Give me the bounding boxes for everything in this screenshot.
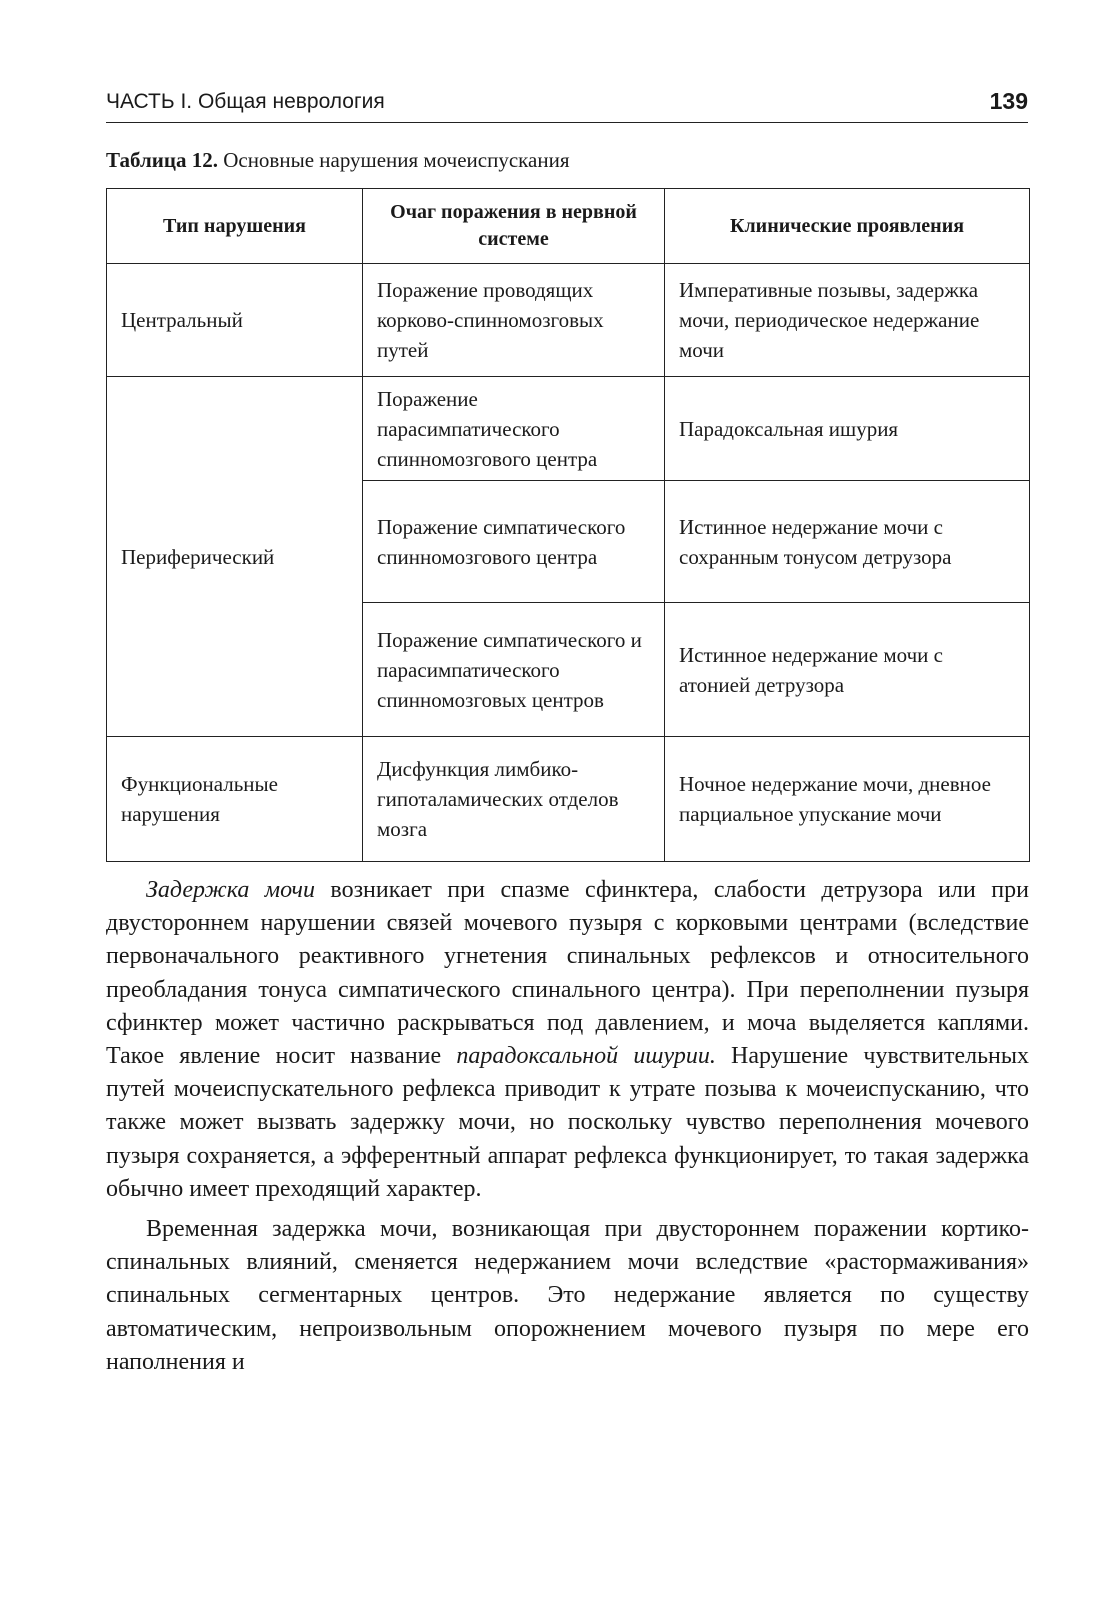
table-header-row — [107, 189, 1030, 264]
emphasized-term: парадоксальной ишурии. — [456, 1043, 716, 1070]
table-row — [107, 377, 1030, 481]
paragraph-text: возникает при спазме сфинктера, слабости детрузора или при двустороннем нарушении связей мочевого пузыря с корковыми центрами (вследствие первоначального реактивного угнетения спинальных рефлексов и относительного преобладания тонуса симпатического спинального центра). При переполнении пузыря сфинктер может частично раскрываться под давлением, и моча выделяется каплями. Такое явление носит название — [106, 877, 1029, 1070]
header-cell: Очаг поражения в нервной системе — [363, 189, 665, 264]
disorder-type-cell: Функциональные нарушения — [107, 737, 363, 862]
lesion-cell: Поражение симпатического и парасимпатического спинномозговых центров — [363, 603, 665, 737]
clinical-cell: Императивные позывы, задержка мочи, периодическое недержание мочи — [665, 264, 1030, 377]
table-title: Основные нарушения мочеиспускания — [223, 148, 570, 172]
header-cell: Тип нарушения — [107, 189, 363, 264]
disorder-type-cell: Периферический — [107, 377, 363, 737]
paragraph: Временная задержка мочи, возникающая при двустороннем поражении кортико-спинальных влияний, сменяется недержанием мочи вследствие «растормаживания» спинальных сегментарных центров. Это недержание является по существу автоматическим, непроизвольным опорожнением мочевого пузыря по мере его наполнения и — [106, 1216, 1029, 1375]
urination-disorders-table — [106, 188, 1030, 862]
running-header — [106, 88, 1028, 123]
table-caption — [106, 148, 570, 173]
part-title: ЧАСТЬ I. Общая неврология — [106, 90, 385, 113]
body-text — [106, 874, 1029, 1379]
lesion-cell: Дисфункция лимбико-гипоталамических отделов мозга — [363, 737, 665, 862]
lesion-cell: Поражение симпатического спинномозгового центра — [363, 481, 665, 603]
lesion-cell: Поражение парасимпатического спинномозгового центра — [363, 377, 665, 481]
clinical-cell: Ночное недержание мочи, дневное парциальное упускание мочи — [665, 737, 1030, 862]
page-number: 139 — [989, 88, 1028, 114]
disorder-type-cell: Центральный — [107, 264, 363, 377]
emphasized-term: Задержка мочи — [146, 877, 315, 903]
lesion-cell: Поражение проводящих корково-спинномозговых путей — [363, 264, 665, 377]
header-cell: Клинические проявления — [665, 189, 1030, 264]
table-row — [107, 264, 1030, 377]
clinical-cell: Парадоксальная ишурия — [665, 377, 1030, 481]
clinical-cell: Истинное недержание мочи с сохранным тонусом детрузора — [665, 481, 1030, 603]
paragraph — [106, 874, 1029, 1206]
clinical-cell: Истинное недержание мочи с атонией детрузора — [665, 603, 1030, 737]
paragraph-text: Нарушение чувствительных путей мочеиспускательного рефлекса приводит к утрате позыва к мочеиспусканию, что также может вызвать задержку мочи, но поскольку чувство переполнения мочевого пузыря сохраняется, а эфферентный аппарат рефлекса функционирует, то такая задержка обычно имеет преходящий характер. — [106, 1043, 1029, 1202]
table-row — [107, 737, 1030, 862]
table-label: Таблица 12. — [106, 148, 218, 172]
